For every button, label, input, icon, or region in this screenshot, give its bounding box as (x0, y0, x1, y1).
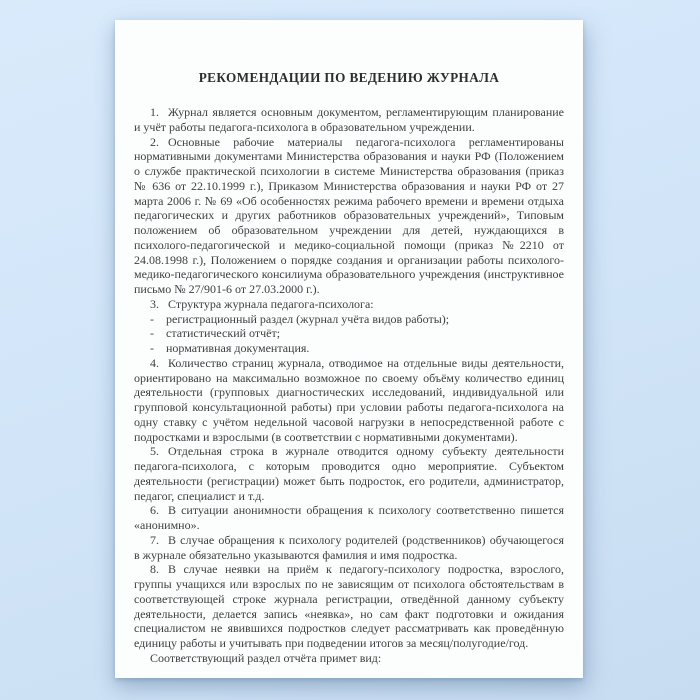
paragraph-text: В ситуации анонимности обращения к психологу соответственно пишется «анонимно». (134, 503, 564, 532)
list-item-text: нормативная документация. (166, 341, 310, 355)
item-number: 8. (150, 562, 159, 577)
document-page (115, 20, 583, 678)
paragraph-text: Основные рабочие материалы педагога-психолога регламентированы нормативными документами Министерства образования и науки РФ (Положением о службе практической психологии в системе Министерства образования (приказ № 636 от 22.10.1999 г.), Приказом Министерства образования и науки РФ от 27 марта 2006 г. № 69 «Об особенностях режима рабочего времени и времени отдыха педагогических и других работников образовательных учреждений», Типовым положением об образовательном учреждении для детей, нуждающихся в психолого-педагогической и медико-социальной помощи (приказ №2210 от 24.08.1998 г.), Положением о порядке создания и организации работы психолого-медико-педагогического консилиума образовательного учреждения (инструктивное письмо № 27/901-6 от 27.03.2000 г.). (134, 134, 564, 296)
paragraph-3 (134, 297, 564, 312)
item-number: 5. (150, 444, 159, 459)
list-item-3 (134, 341, 564, 356)
paragraph-text: В случае обращения к психологу родителей (родственников) обучающегося в журнале обязательно указываются фамилия и имя подростка. (134, 532, 564, 562)
paragraph-text: Количество страниц журнала, отводимое на отдельные виды деятельности, ориентировано на максимально возможное по своему объёму количество единиц деятельности (групповых диагностических исследований, индивидуальной или групповой консультационной работы) при условии работы педагога-психолога на одну ставку с учётом недельной часовой нагрузки в непосредственной работе с подростками и взрослыми (в соответствии с нормативными документами). (134, 355, 564, 444)
paragraph-text: Соответствующий раздел отчёта примет вид: (150, 650, 382, 665)
paragraph-text: В случае неявки на приём к педагогу-психологу подростка, взрослого, группы учащихся или взрослых по не зависящим от психолога обстоятельствам в соответствующей строке журнала регистрации, отведённой данному субъекту деятельности, делается запись «неявка», но сам факт подготовки и ожидания специалистом не явившихся подростков следует рассматривать как проведённую единицу работы и учитывать при подведении итогов за месяц/полугодие/год. (134, 562, 564, 650)
paragraph-7 (134, 533, 564, 563)
paragraph-text: Журнал является основным документом, регламентирующим планирование и учёт работы педагога-психолога в образовательном учреждении. (134, 105, 564, 134)
list-item-2 (134, 326, 564, 341)
paragraph-4 (134, 356, 564, 445)
item-number: 3. (150, 296, 159, 311)
list-item-text: регистрационный раздел (журнал учёта видов работы); (166, 311, 450, 326)
paragraph-6 (134, 503, 564, 533)
item-number: 2. (150, 134, 159, 149)
item-number: 7. (150, 532, 159, 547)
item-number: 6. (150, 503, 159, 518)
paragraph-1 (134, 105, 564, 135)
dash-marker: - (150, 326, 154, 341)
list-item-text: статистический отчёт; (166, 326, 281, 341)
paragraph-text: Структура журнала педагога-психолога: (168, 296, 374, 311)
list-item-1 (134, 312, 564, 327)
dash-marker: - (150, 341, 154, 355)
paragraph-8 (134, 562, 564, 651)
item-number: 1. (150, 105, 159, 119)
paragraph-5 (134, 444, 564, 503)
document-title: РЕКОМЕНДАЦИИ ПО ВЕДЕНИЮ ЖУРНАЛА (198, 70, 500, 85)
paragraph-2 (134, 135, 564, 297)
dash-marker: - (150, 311, 154, 326)
paragraph-text: Отдельная строка в журнале отводится одному субъекту деятельности педагога-психолога, с которым проводится одно мероприятие. Субъектом деятельности (регистрации) может быть подросток, его родители, администратор, педагог, специалист и т.д. (134, 444, 564, 503)
item-number: 4. (150, 355, 159, 370)
closing-line (134, 651, 564, 666)
